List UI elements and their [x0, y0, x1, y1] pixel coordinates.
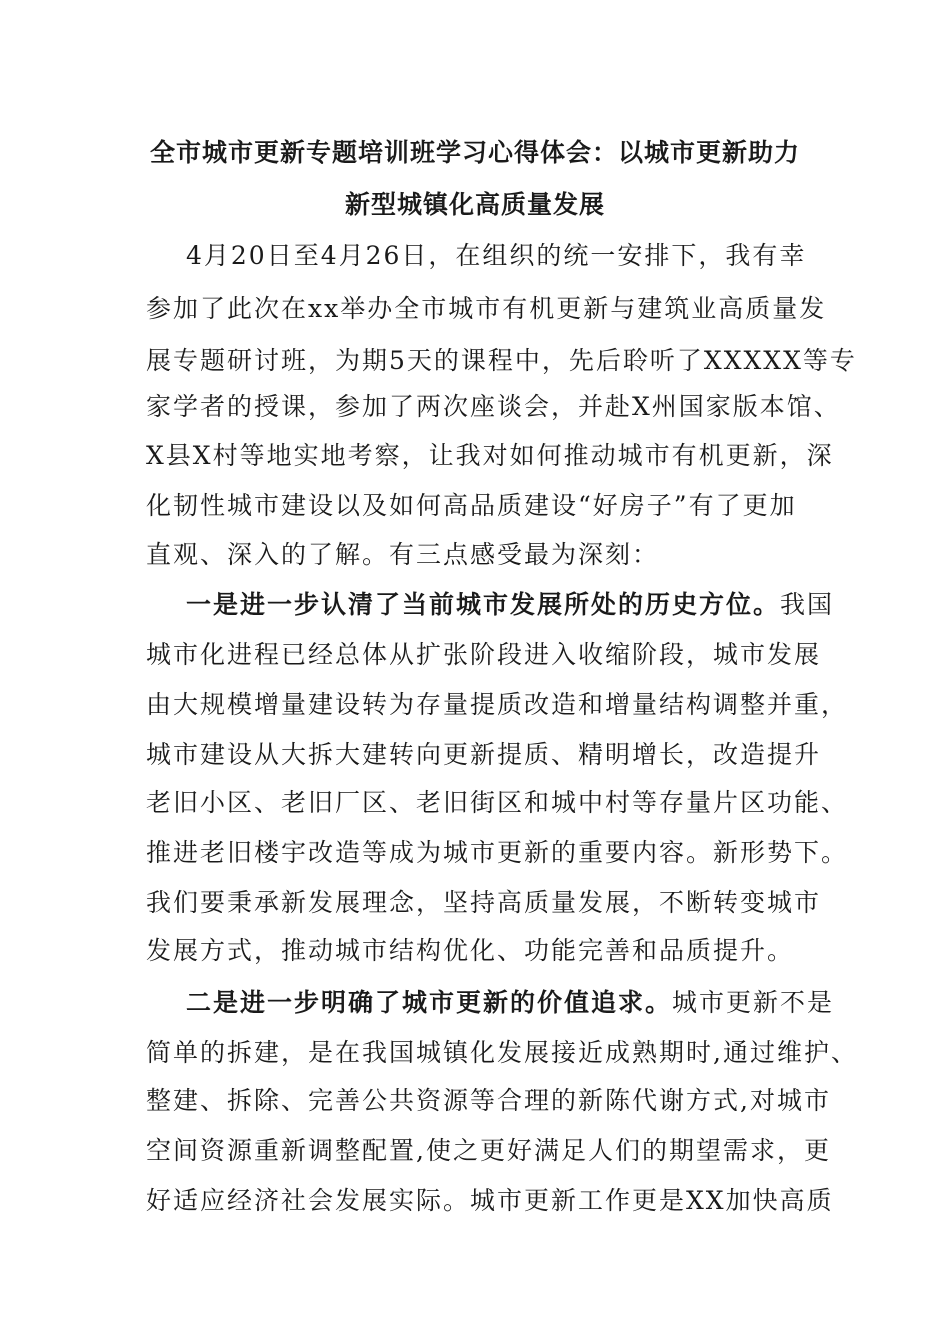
paragraph-1-line-4: 家学者的授课，参加了两次座谈会，并赴X州国家版本馆、 [146, 392, 841, 421]
paragraph-3-lead: 二是进一步明确了城市更新的价值追求。 [186, 988, 673, 1017]
paragraph-2-line-6: 推进老旧楼宇改造等成为城市更新的重要内容。新形势下。 [146, 838, 849, 867]
paragraph-1-line-7: 直观、深入的了解。有三点感受最为深刻： [146, 540, 660, 569]
paragraph-3-first-rest: 城市更新不是 [672, 988, 835, 1017]
paragraph-1-line-2: 参加了此次在xx举办全市城市有机更新与建筑业高质量发 [146, 294, 827, 323]
paragraph-2-line-4: 城市建设从大拆大建转向更新提质、精明增长，改造提升 [146, 740, 822, 769]
paragraph-3-line-3: 整建、拆除、完善公共资源等合理的新陈代谢方式,对城市 [146, 1086, 831, 1115]
paragraph-2-line-3: 由大规模增量建设转为存量提质改造和增量结构调整并重， [146, 690, 849, 719]
paragraph-3-line-1 [186, 983, 834, 1019]
paragraph-2-line-2: 城市化进程已经总体从扩张阶段进入收缩阶段，城市发展 [146, 640, 822, 669]
paragraph-1-line-5: X县X村等地实地考察，让我对如何推动城市有机更新，深 [146, 441, 834, 470]
paragraph-1-line-1: 4月20日至4月26日，在组织的统一安排下，我有幸 [186, 241, 807, 270]
paragraph-3-line-5: 好适应经济社会发展实际。城市更新工作更是XX加快高质 [146, 1186, 834, 1215]
paragraph-2-line-5: 老旧小区、老旧厂区、老旧街区和城中村等存量片区功能、 [146, 788, 849, 817]
paragraph-3-line-2: 简单的拆建，是在我国城镇化发展接近成熟期时,通过维护、 [146, 1038, 858, 1067]
paragraph-2-line-8: 发展方式，推动城市结构优化、功能完善和品质提升。 [146, 936, 795, 965]
paragraph-1-line-3: 展专题研讨班，为期5天的课程中，先后聆听了XXXXX等专 [146, 346, 857, 375]
document-title-line-1: 全市城市更新专题培训班学习心得体会：以城市更新助力 [149, 138, 800, 167]
paragraph-2-first-rest: 我国 [780, 590, 835, 619]
paragraph-3-line-4: 空间资源重新调整配置,使之更好满足人们的期望需求，更 [146, 1136, 831, 1165]
document-title-line-2: 新型城镇化高质量发展 [344, 190, 605, 219]
paragraph-1-line-6: 化韧性城市建设以及如何高品质建设“好房子”有了更加 [146, 491, 797, 520]
paragraph-2-line-1 [186, 585, 834, 621]
paragraph-2-line-7: 我们要秉承新发展理念，坚持高质量发展，不断转变城市 [146, 888, 822, 917]
paragraph-2-lead: 一是进一步认清了当前城市发展所处的历史方位。 [186, 590, 781, 619]
